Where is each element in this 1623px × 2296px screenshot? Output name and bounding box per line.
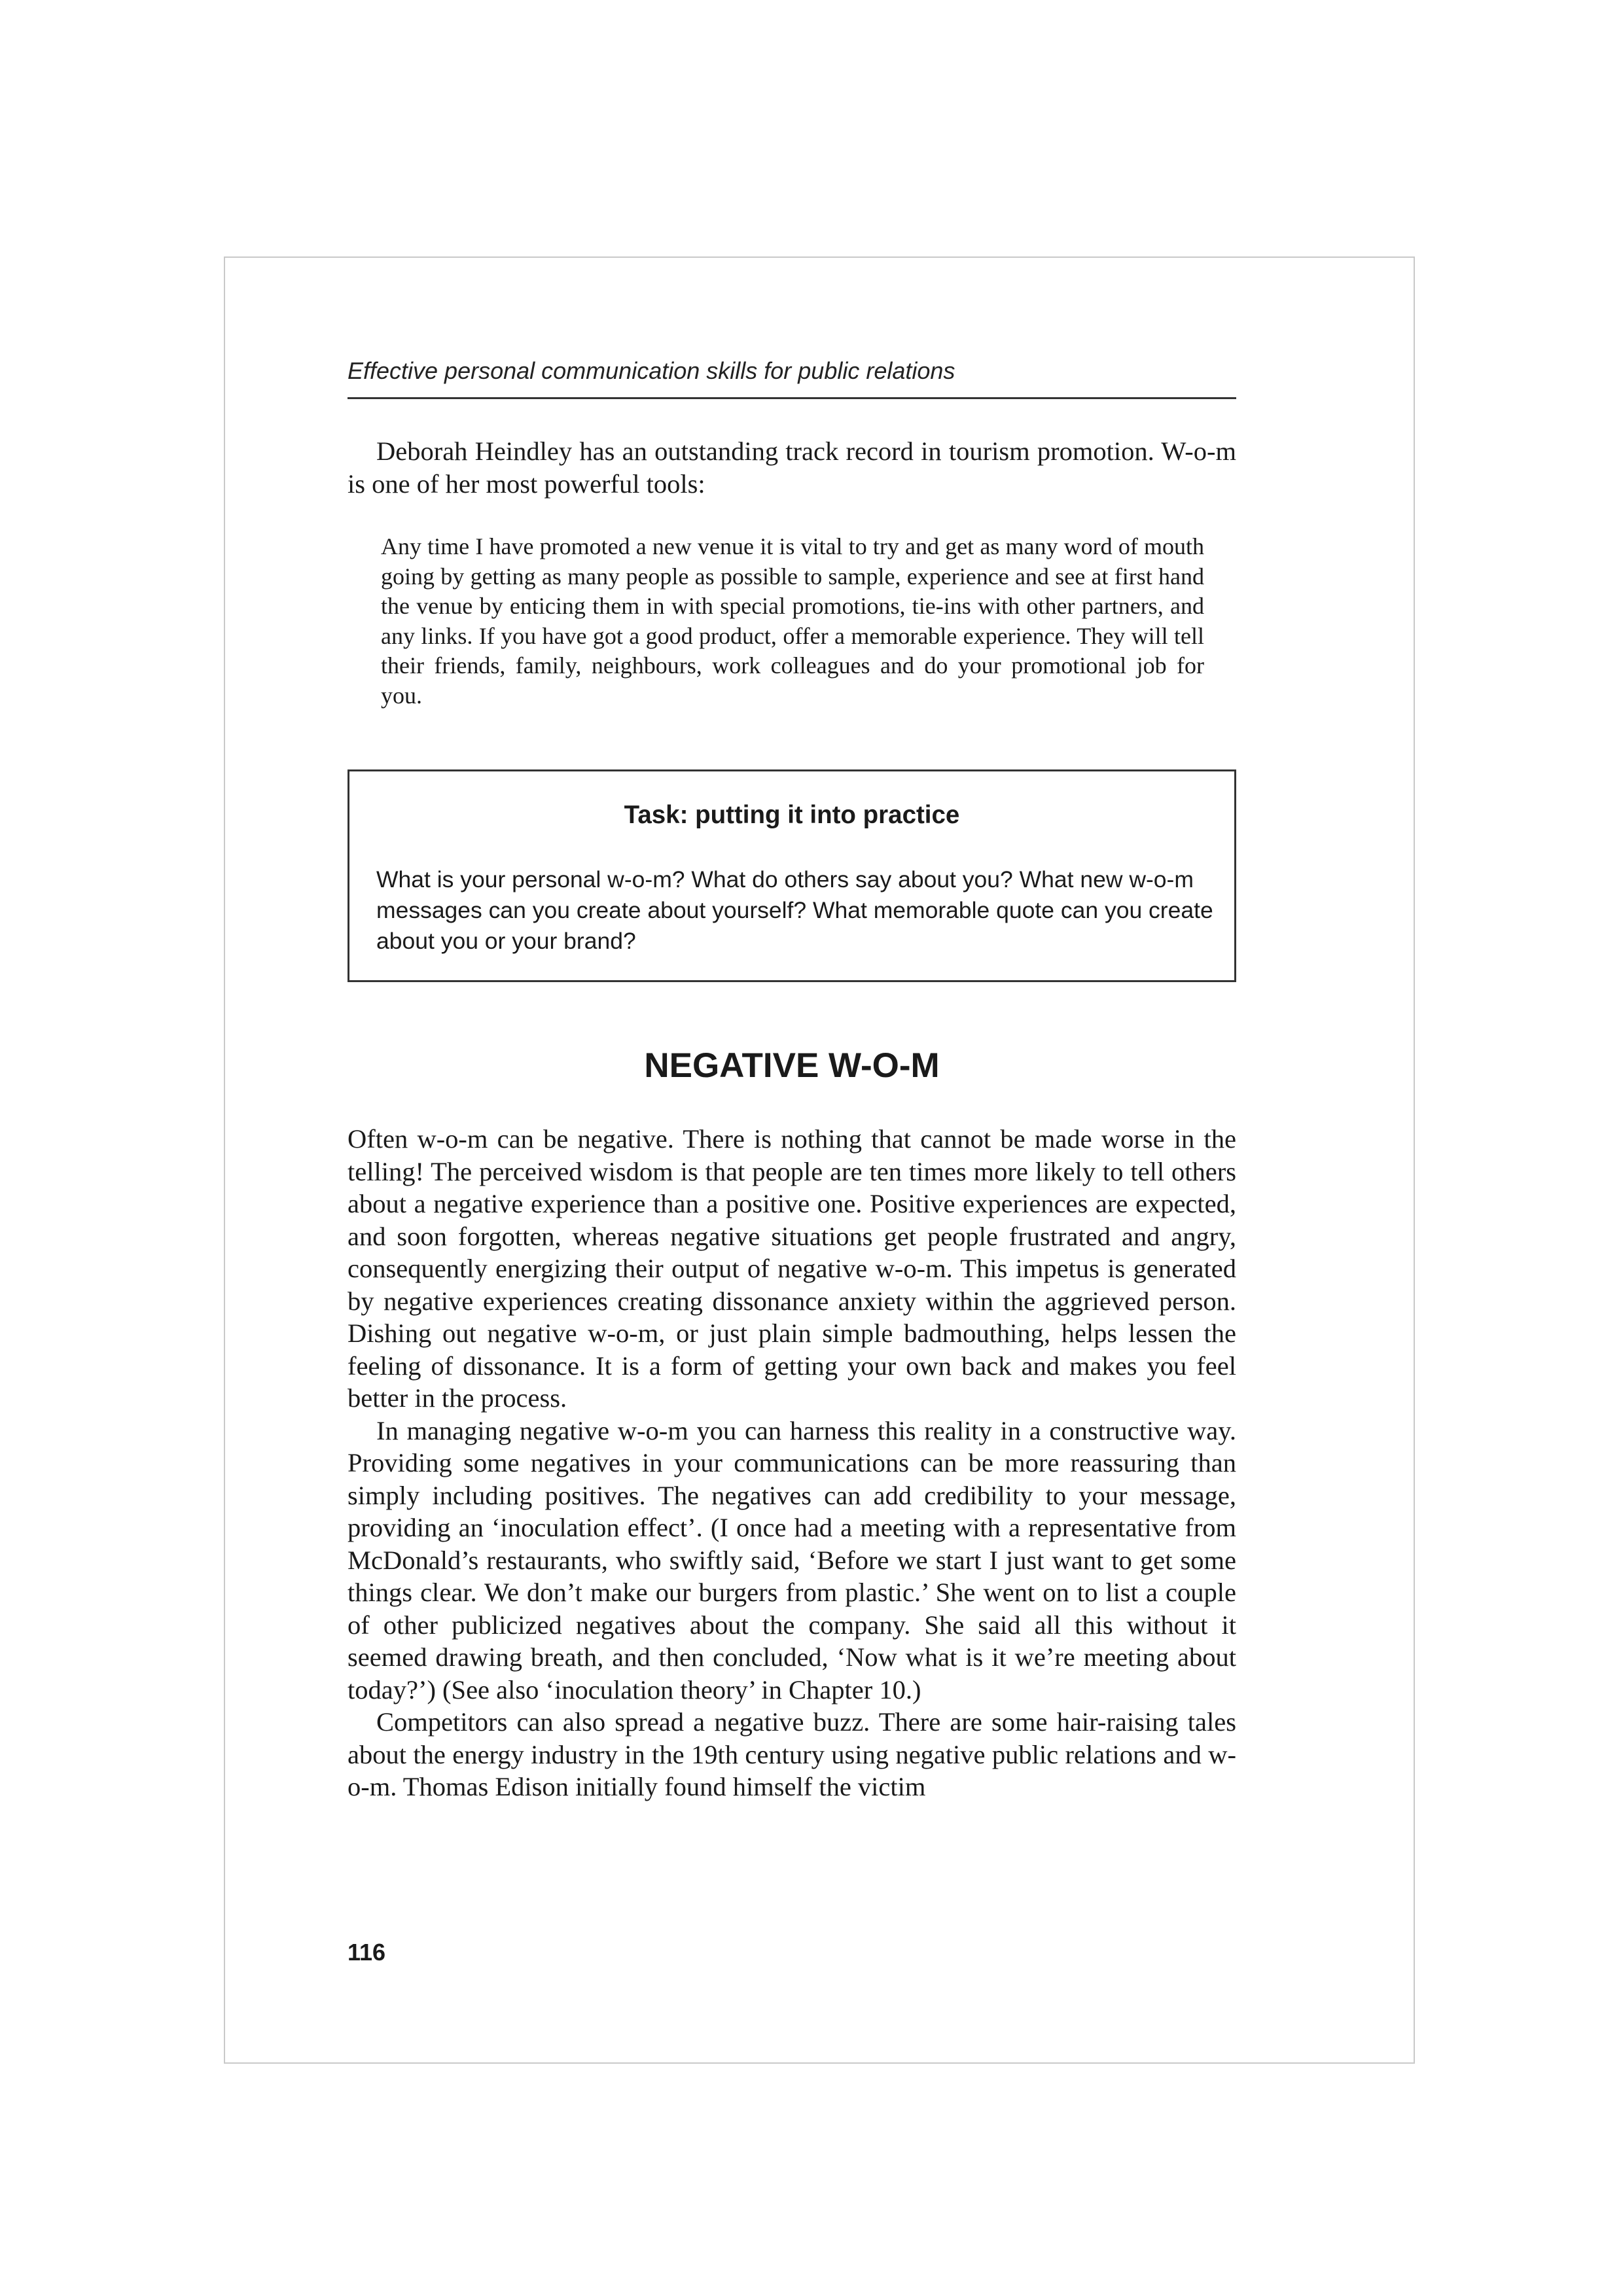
- task-box: [348, 769, 1236, 982]
- section-heading: NEGATIVE W-O-M: [644, 1046, 940, 1085]
- task-box-text: What is your personal w-o-m? What do others say about you? What new w-o-m messages can you create about yourself? What memorable quote can you create about you or your brand?: [376, 866, 1213, 954]
- body-paragraph: In managing negative w-o-m you can harness this reality in a constructive way. Providing some negatives in your communications can be more reassuring than simply including positives. The negatives can add credibility to your message, providing an ‘inoculation effect’. (I once had a meeting with a representative from McDonald’s restaurants, who swiftly said, ‘Before we start I just want to get some things clear. We don’t make our burgers from plastic.’ She went on to list a couple of other publicized negatives about the company. She said all this without it seemed drawing breath, and then concluded, ‘Now what is it we’re meeting about today?’) (See also ‘inoculation theory’ in Chapter 10.): [348, 1415, 1236, 1704]
- page-number: 116: [348, 1939, 386, 1966]
- running-head: Effective personal communication skills for public relations: [348, 352, 1236, 399]
- body-paragraph: Often w-o-m can be negative. There is nothing that cannot be made worse in the telling! The perceived wisdom is that people are ten times more likely to tell others about a negative experience than a positive one. Positive experiences are expected, and soon forgotten, whereas negative situations get people frustrated and angry, consequently energizing their output of negative w-o-m. This impetus is generated by negative experiences creating dissonance anxiety within the aggrieved person. Dishing out negative w-o-m, or just plain simple badmouthing, helps lessen the feeling of dissonance. It is a form of getting your own back and makes you feel better in the process.: [348, 1124, 1236, 1413]
- block-quote: Any time I have promoted a new venue it is vital to try and get as many word of mouth going by getting as many people as possible to sample, experience and see at first hand the venue by enticing them in with special promotions, tie-ins with other partners, and any links. If you have got a good product, offer a memorable experience. They will tell their friends, family, neighbours, work colleagues and do your promotional job for you.: [381, 533, 1204, 709]
- body-paragraph: Competitors can also spread a negative buzz. There are some hair-raising tales about the energy industry in the 19th century using negative public relations and w-o-m. Thomas Edison initially found himself the victim: [348, 1707, 1236, 1801]
- task-box-title: Task: putting it into practice: [624, 801, 960, 829]
- intro-paragraph: Deborah Heindley has an outstanding track record in tourism promotion. W-o-m is one of her most powerful tools:: [348, 436, 1236, 499]
- section-body: [348, 1123, 1236, 1803]
